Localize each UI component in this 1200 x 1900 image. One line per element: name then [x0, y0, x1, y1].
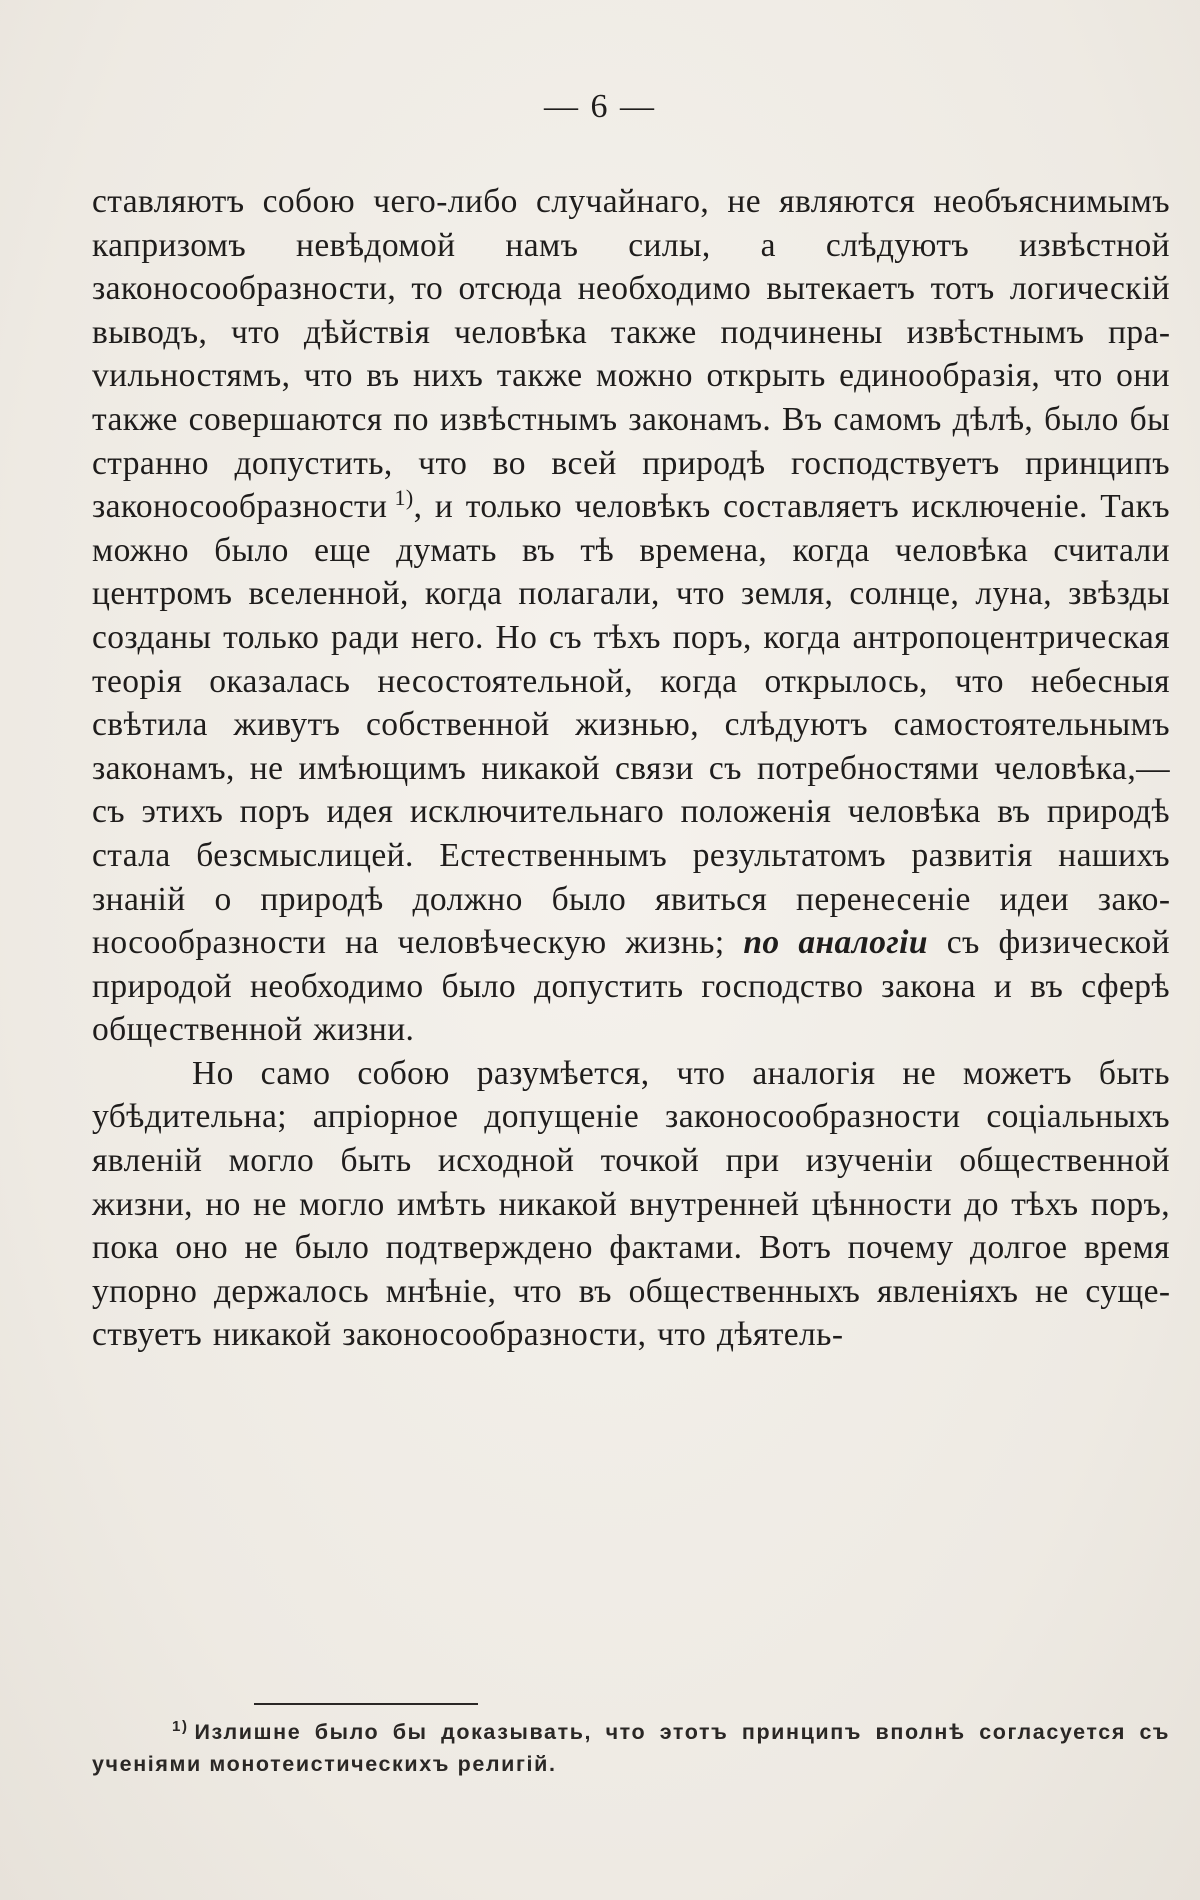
paragraph-text: ставляютъ собою чего-либо случайнаго, не являются необъяснимымъ капризомъ невѣдомой намъ силы, а слѣдуютъ извѣстной законосообразности, то отсюда необходимо вытекаетъ тотъ логическій выводъ, что дѣйствія человѣка также подчинены извѣстнымъ праvильностямъ, что въ нихъ также можно открыть единообразія, что они также совершаются по извѣстнымъ законамъ. Въ самомъ дѣлѣ, было бы странно допустить, что во всей природѣ господствуетъ принципъ законосообразности: [92, 183, 1170, 526]
emphasized-phrase: по аналогіи: [743, 924, 928, 962]
footnote: [92, 1716, 1170, 1780]
footnote-text: Излишне было бы доказывать, что этотъ принципъ вполнѣ согласуется съ ученіями монотеистическихъ религій.: [92, 1720, 1170, 1776]
page-number: — 6 —: [544, 88, 656, 125]
footnote-mark: 1): [172, 1717, 189, 1735]
body-text: [92, 180, 1170, 1357]
paragraph: [92, 180, 1170, 1052]
footnote-separator: [254, 1703, 478, 1705]
paragraph-text: съ физической природой необходимо было допустить господство закона и въ сферѣ общественной жизни.: [92, 924, 1170, 1049]
paragraph-text: , и только человѣкъ составляетъ исключеніе. Такъ можно было еще думать въ тѣ времена, когда человѣка считали центромъ вселенной, когда полагали, что земля, солнце, луна, звѣзды созданы только ради него. Но съ тѣхъ поръ, когда антропоцентрическая теорія оказалась несостоятельной, когда открылось, что небесныя свѣтила живутъ собственной жизнью, слѣдуютъ самостоятельнымъ законамъ, не имѣющимъ никакой связи съ потребностями человѣка,—съ этихъ поръ идея исключительнаго положенія человѣка въ природѣ стала безсмыслицей. Естественнымъ результатомъ развитія нашихъ знаній о природѣ должно было явиться перенесеніе идеи законосообразности на человѣческую жизнь;: [92, 488, 1170, 962]
footnote-reference: 1): [394, 485, 414, 510]
paragraph: Но само собою разумѣется, что аналогія не можетъ быть убѣдительна; апріорное допущеніе законосообразности соціальныхъ явленій могло быть исходной точкой при изученіи общественной жизни, но не могло имѣть никакой внутренней цѣнности до тѣхъ поръ, пока оно не было подтверждено фактами. Вотъ почему долгое время упорно держалось мнѣніе, что въ общественныхъ явленіяхъ не существуетъ никакой законосообразности, что дѣятель-: [92, 1054, 1170, 1354]
